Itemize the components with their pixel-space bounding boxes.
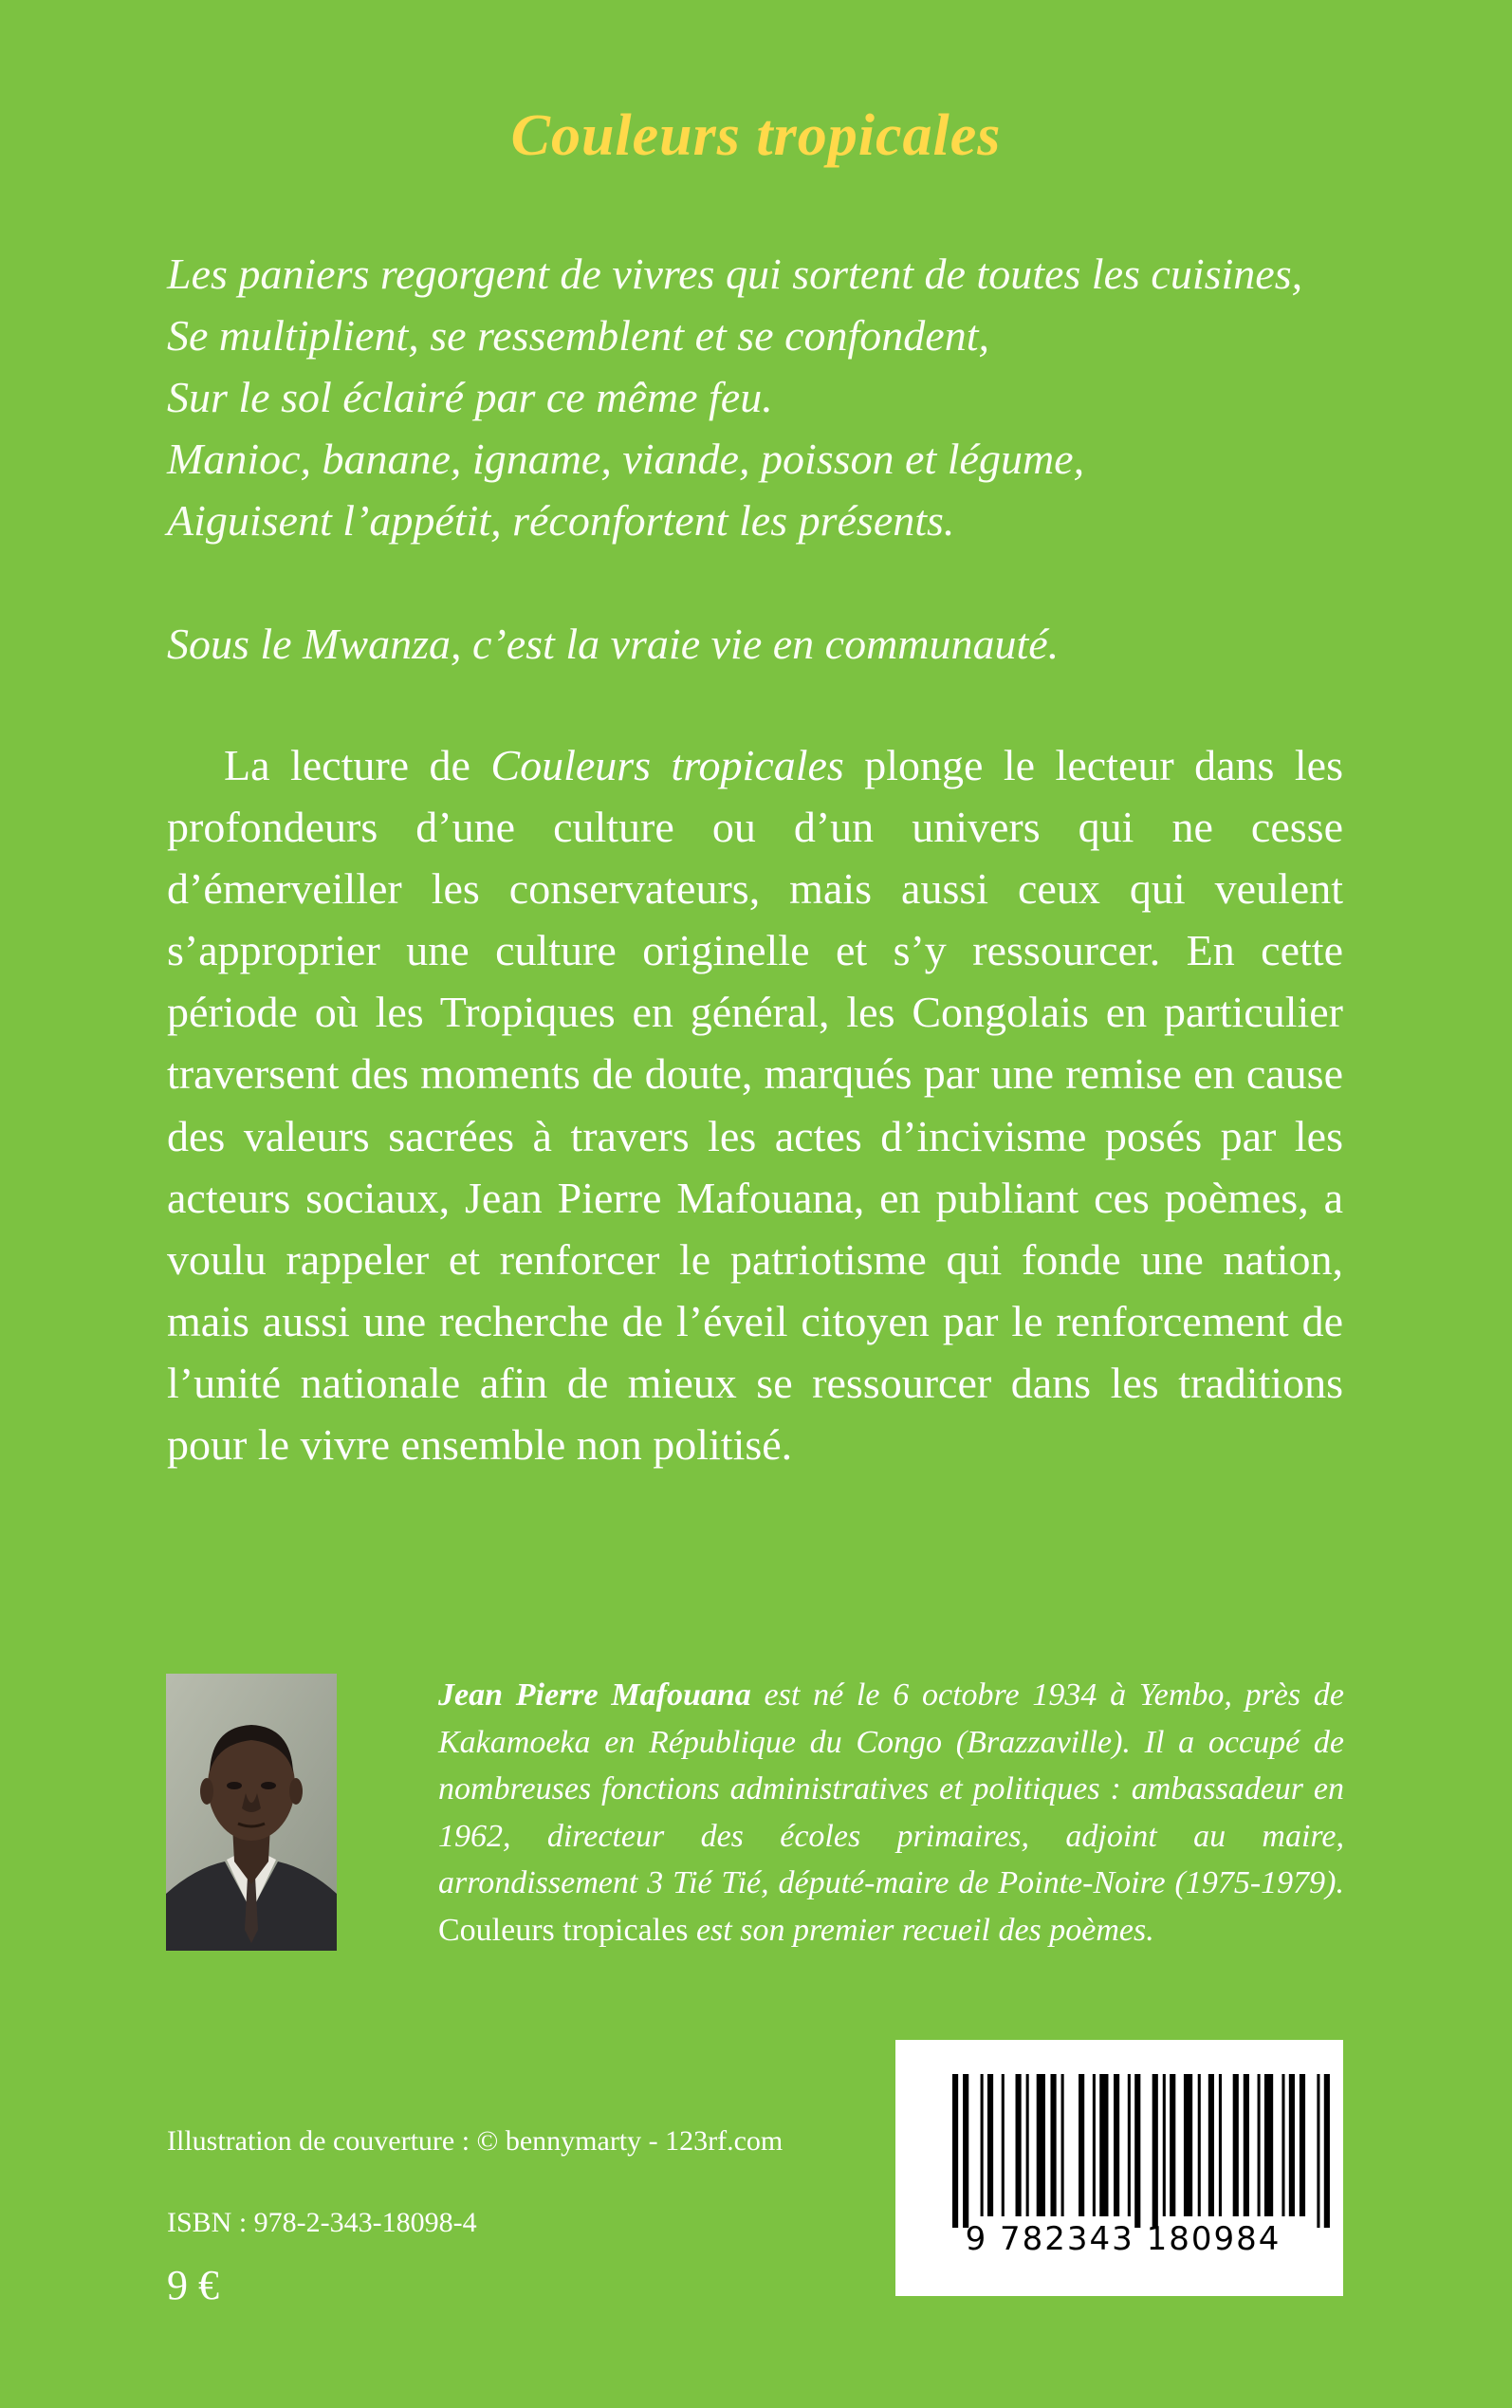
barcode-bar	[1026, 2074, 1029, 2216]
poem-line: Manioc, banane, igname, viande, poisson et légume,	[167, 435, 1085, 483]
summary-text: plonge le lecteur dans les profondeurs d’une culture ou d’un univers qui ne cesse d’émerveiller les conservateurs, mais aussi ceux qui veulent s’approprier une culture originelle et s’y ressourcer. En cette période où les Tropiques en général, les Congolais en particulier traversent des moments de doute, marqués par une remise en cause des valeurs sacrées à travers les actes d’incivisme posés par les acteurs sociaux, Jean Pierre Mafouana, en publiant ces poèmes, a voulu rappeler et renforcer le patriotisme qui fonde une nation, mais aussi une recherche de l’éveil citoyen par le renforcement de l’unité nationale afin de mieux se ressourcer dans les traditions pour le vivre ensemble non politisé.	[167, 741, 1343, 1470]
barcode-bar	[952, 2074, 958, 2228]
barcode-bar	[1198, 2074, 1201, 2216]
author-biography	[438, 1672, 1344, 1954]
barcode-bar	[1002, 2074, 1005, 2216]
book-title: Couleurs tropicales	[510, 103, 1002, 168]
cover-illustration-credit: Illustration de couverture : © bennymarty - 123rf.com	[167, 2125, 784, 2157]
barcode-bar	[1093, 2074, 1096, 2216]
author-bio-closing: est son premier recueil des poèmes.	[688, 1912, 1154, 1948]
barcode-bar	[1300, 2074, 1305, 2216]
barcode-bar	[963, 2074, 968, 2228]
barcode-bar	[1208, 2074, 1214, 2216]
author-name: Jean Pierre Mafouana	[438, 1677, 751, 1713]
barcode-bar	[1037, 2074, 1045, 2216]
author-portrait-illustration	[166, 1674, 337, 1951]
barcode-bar	[1016, 2074, 1022, 2216]
barcode-bar	[1233, 2074, 1239, 2216]
barcode-bar	[1099, 2074, 1108, 2216]
poem-line: Sur le sol éclairé par ce même feu.	[167, 373, 773, 421]
barcode-bar	[1184, 2074, 1192, 2216]
poem-closing-line: Sous le Mwanza, c’est la vraie vie en communauté.	[167, 620, 1060, 668]
poem-excerpt	[167, 243, 1362, 675]
barcode-bar	[1289, 2074, 1295, 2216]
barcode-bar	[1128, 2074, 1131, 2216]
barcode-bar	[1282, 2074, 1284, 2216]
barcode-digits: 9 782343 180984	[965, 2220, 1282, 2258]
barcode-bar	[1050, 2074, 1056, 2216]
barcode-bar	[1152, 2074, 1158, 2228]
barcode-bar	[1079, 2074, 1084, 2216]
barcode-bar	[1061, 2074, 1064, 2216]
poem-line: Aiguisent l’appétit, réconfortent les présents.	[167, 496, 955, 545]
barcode-bar	[1219, 2074, 1222, 2216]
barcode-bar	[1134, 2074, 1140, 2228]
barcode-bar	[1114, 2074, 1119, 2216]
barcode-bar	[981, 2074, 984, 2216]
barcode-bar	[1317, 2074, 1319, 2228]
barcode-bar	[1258, 2074, 1261, 2216]
barcode-bar	[1170, 2074, 1175, 2216]
barcode	[895, 2040, 1343, 2296]
summary-book-title: Couleurs tropicales	[490, 741, 844, 789]
price: 9 €	[167, 2262, 219, 2308]
barcode-bar	[1264, 2074, 1273, 2216]
barcode-bar	[1324, 2074, 1330, 2228]
poem-line: Se multiplient, se ressemblent et se confondent,	[167, 311, 989, 360]
barcode-bar	[1163, 2074, 1166, 2216]
author-bio-book-title: Couleurs tropicales	[438, 1912, 689, 1948]
author-photo	[166, 1674, 337, 1951]
barcode-bar	[987, 2074, 993, 2216]
back-cover-summary	[167, 734, 1343, 1475]
author-bio-text: est né le 6 octobre 1934 à Yembo, près de Kakamoeka en République du Congo (Brazzaville). Il a occupé de nombreuses fonctions administratives et politiques : ambassadeur en 1962, directeur des écoles primaires, adjoint au maire, arrondissement 3 Tié Tié, député-maire de Pointe-Noire (1975-1979).	[438, 1677, 1344, 1900]
summary-intro: La lecture de	[224, 741, 491, 789]
poem-line: Les paniers regorgent de vivres qui sortent de toutes les cuisines,	[167, 250, 1303, 298]
barcode-bar	[1244, 2074, 1249, 2216]
isbn: ISBN : 978-2-343-18098-4	[167, 2207, 477, 2238]
